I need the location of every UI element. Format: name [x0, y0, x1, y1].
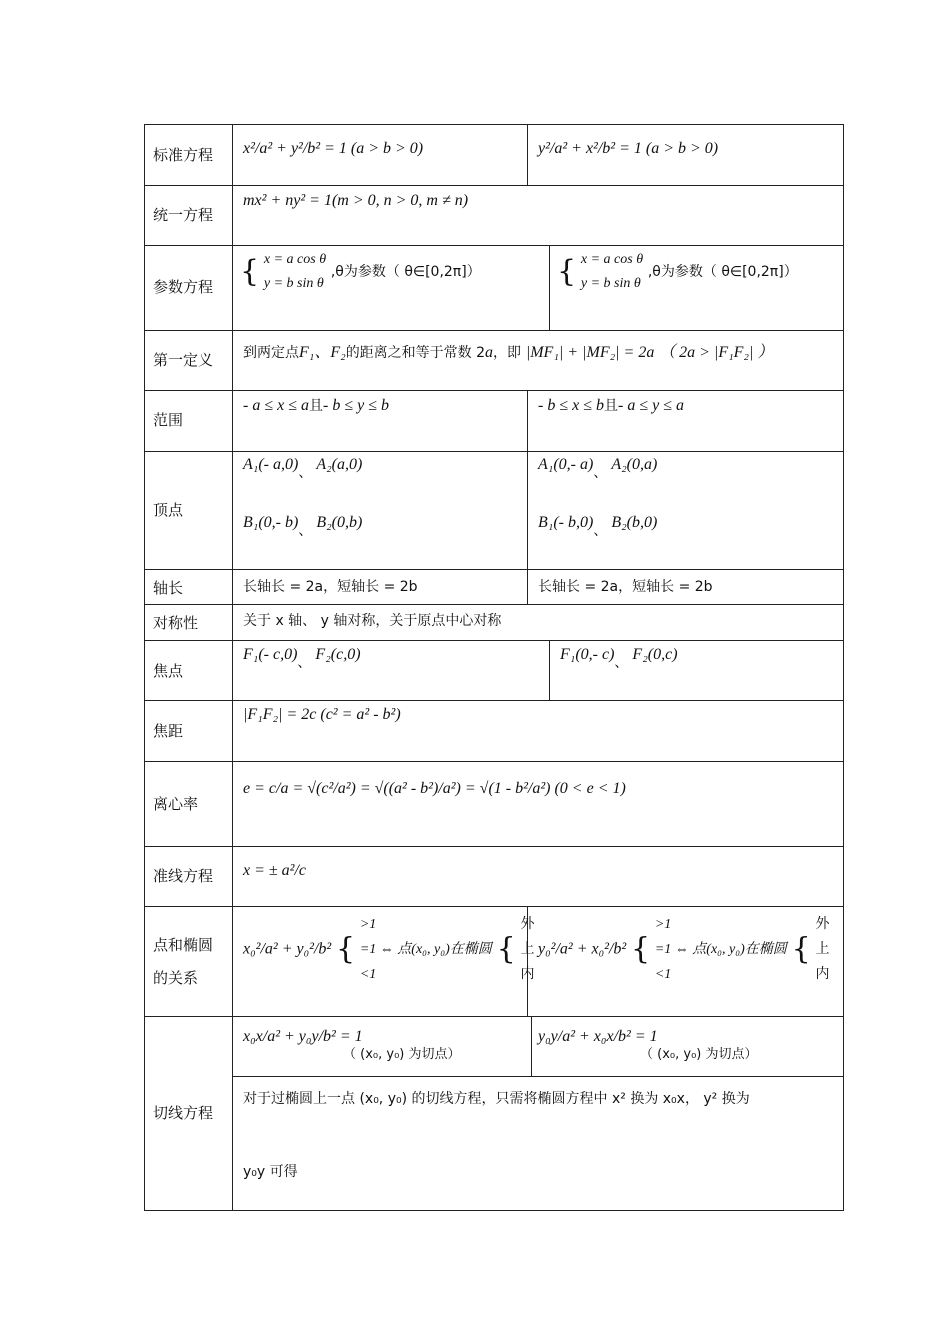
param-right	[557, 248, 798, 296]
vertex-a1: A₁(0,- a)	[538, 456, 594, 473]
brace-icon: {	[335, 931, 356, 967]
label-directrix: 准线方程	[153, 867, 214, 885]
eccentricity-eq: e = c/a = √(c²/a²) = √((a² - b²)/a²) = √(1 - b²/a²) (0 < e < 1)	[243, 780, 626, 797]
tangent-desc-line1: 对于过椭圆上一点 (x₀, y₀) 的切线方程，只需将椭圆方程中 x² 换为 x₀x， y² 换为	[243, 1091, 750, 1107]
cell-directrix	[232, 846, 844, 907]
param-right-theta: ,θ为参数（ θ∈[0,2π]）	[647, 264, 798, 280]
relation-gt: >1	[359, 917, 377, 932]
relation-right	[538, 912, 829, 987]
range-right-y: - a ≤ y ≤ a	[618, 397, 684, 414]
param-left-y: y = b sin θ	[263, 276, 324, 291]
focus-sep: 、	[297, 655, 312, 671]
vertex-sep: 、	[298, 465, 313, 481]
relation-inside: 内	[815, 966, 830, 982]
def-text-c: ，即	[493, 345, 522, 361]
param-left-theta: ,θ为参数（ θ∈[0,2π]）	[330, 264, 481, 280]
standard-eq-right: y²/a² + x²/b² = 1 (a > b > 0)	[538, 140, 719, 157]
vertex-b1: B₁(0,- b)	[243, 514, 299, 531]
label-fdist: 焦距	[153, 722, 184, 740]
label-vertex: 顶点	[153, 501, 184, 519]
focus-f1: F₁(- c,0)	[243, 646, 298, 663]
label-ecc: 离心率	[153, 795, 199, 813]
focus-f2: F₂(c,0)	[315, 646, 361, 663]
axis-right-minor: ，短轴长 = 2b	[618, 579, 713, 595]
axis-right-major: 长轴长 = 2a	[538, 579, 619, 595]
brace-icon: {	[791, 931, 811, 967]
label-range: 范围	[153, 411, 184, 429]
label-relation-2: 的关系	[153, 969, 199, 987]
vertex-sep: 、	[593, 465, 608, 481]
standard-eq-left: x²/a² + y²/b² = 1 (a > b > 0)	[243, 140, 424, 157]
focus-left	[243, 646, 361, 672]
axis-left-minor: ，短轴长 = 2b	[323, 579, 418, 595]
relation-outside: 外	[520, 916, 535, 932]
tangent-left-eq: x₀x/a² + y₀y/b² = 1	[243, 1028, 363, 1045]
brace-icon: {	[630, 931, 651, 967]
brace-icon: {	[557, 254, 577, 289]
focus-f1: F₁(0,- c)	[560, 646, 615, 663]
relation-on: 上	[520, 941, 535, 957]
tangent-desc-line2: y₀y 可得	[243, 1164, 298, 1180]
tangent-right-note: （ (x₀, y₀) 为切点）	[640, 1047, 758, 1062]
brace-icon: {	[240, 254, 260, 289]
axis-left	[243, 577, 418, 596]
relation-lt: <1	[359, 967, 377, 982]
vertex-right-a	[538, 456, 657, 482]
unified-eq: mx² + ny² = 1(m > 0, n > 0, m ≠ n)	[243, 192, 469, 209]
relation-eq: =1 ⇔ 点(x₀, y₀)在椭圆	[359, 942, 492, 957]
label-param: 参数方程	[153, 278, 214, 296]
relation-left-expr: x₀²/a² + y₀²/b²	[243, 940, 332, 958]
relation-lt: <1	[654, 967, 672, 982]
label-relation-1: 点和椭圆	[153, 936, 214, 954]
focus-sep: 、	[614, 655, 629, 671]
def-formula: |MF₁| + |MF₂| = 2a	[525, 344, 655, 361]
relation-left	[243, 912, 534, 987]
label-tangent: 切线方程	[153, 1104, 214, 1122]
vertex-sep: 、	[593, 523, 608, 539]
tangent-left-note: （ (x₀, y₀) 为切点）	[343, 1047, 461, 1062]
def-f1f2: F₁、F₂	[299, 344, 346, 361]
focus-right	[560, 646, 678, 672]
range-right	[538, 396, 684, 415]
focus-f2: F₂(0,c)	[632, 646, 678, 663]
directrix-eq: x = ± a²/c	[243, 862, 307, 879]
vertex-left-b	[243, 514, 362, 540]
label-axis: 轴长	[153, 579, 184, 597]
relation-outside: 外	[815, 916, 830, 932]
focal-distance-eq: |F₁F₂| = 2c (c² = a² - b²)	[243, 706, 401, 723]
tangent-right-eq: y₀y/a² + x₀x/b² = 1	[538, 1028, 658, 1045]
param-right-y: y = b sin θ	[580, 276, 641, 291]
label-focus: 焦点	[153, 662, 184, 680]
def-condition: （ 2a > |F₁F₂| ）	[659, 344, 774, 361]
def-text-a: 到两定点	[243, 345, 299, 361]
range-left-and: 且	[309, 398, 323, 414]
relation-on: 上	[815, 941, 830, 957]
cell-label-relation	[144, 906, 233, 1017]
range-left-y: - b ≤ y ≤ b	[323, 397, 389, 414]
label-unified: 统一方程	[153, 206, 214, 224]
label-standard: 标准方程	[153, 146, 214, 164]
axis-right	[538, 577, 713, 596]
relation-gt: >1	[654, 917, 672, 932]
label-def: 第一定义	[153, 351, 214, 369]
def-a: a	[485, 344, 494, 361]
vertex-b1: B₁(- b,0)	[538, 514, 594, 531]
vertex-right-b	[538, 514, 657, 540]
range-right-and: 且	[604, 398, 618, 414]
vertex-b2: B₂(0,b)	[316, 514, 363, 531]
brace-icon: {	[496, 931, 516, 967]
vertex-b2: B₂(b,0)	[611, 514, 658, 531]
range-right-x: - b ≤ x ≤ b	[538, 397, 604, 414]
symmetry-text: 关于 x 轴、 y 轴对称，关于原点中心对称	[243, 613, 502, 629]
param-left	[240, 248, 481, 296]
param-left-x: x = a cos θ	[263, 252, 327, 267]
param-right-x: x = a cos θ	[580, 252, 644, 267]
axis-left-major: 长轴长 = 2a	[243, 579, 324, 595]
cell-ecc	[232, 761, 844, 847]
relation-right-expr: y₀²/a² + x₀²/b²	[538, 940, 627, 958]
relation-eq: =1 ⇔ 点(x₀, y₀)在椭圆	[654, 942, 787, 957]
vertex-a2: A₂(0,a)	[611, 456, 658, 473]
vertex-a2: A₂(a,0)	[316, 456, 363, 473]
definition-text	[243, 343, 773, 362]
label-sym: 对称性	[153, 614, 199, 632]
vertex-sep: 、	[298, 523, 313, 539]
relation-inside: 内	[520, 966, 535, 982]
vertex-left-a	[243, 456, 362, 482]
def-text-b: 的距离之和等于常数 2	[345, 345, 486, 361]
range-left	[243, 396, 389, 415]
vertex-a1: A₁(- a,0)	[243, 456, 299, 473]
range-left-x: - a ≤ x ≤ a	[243, 397, 309, 414]
